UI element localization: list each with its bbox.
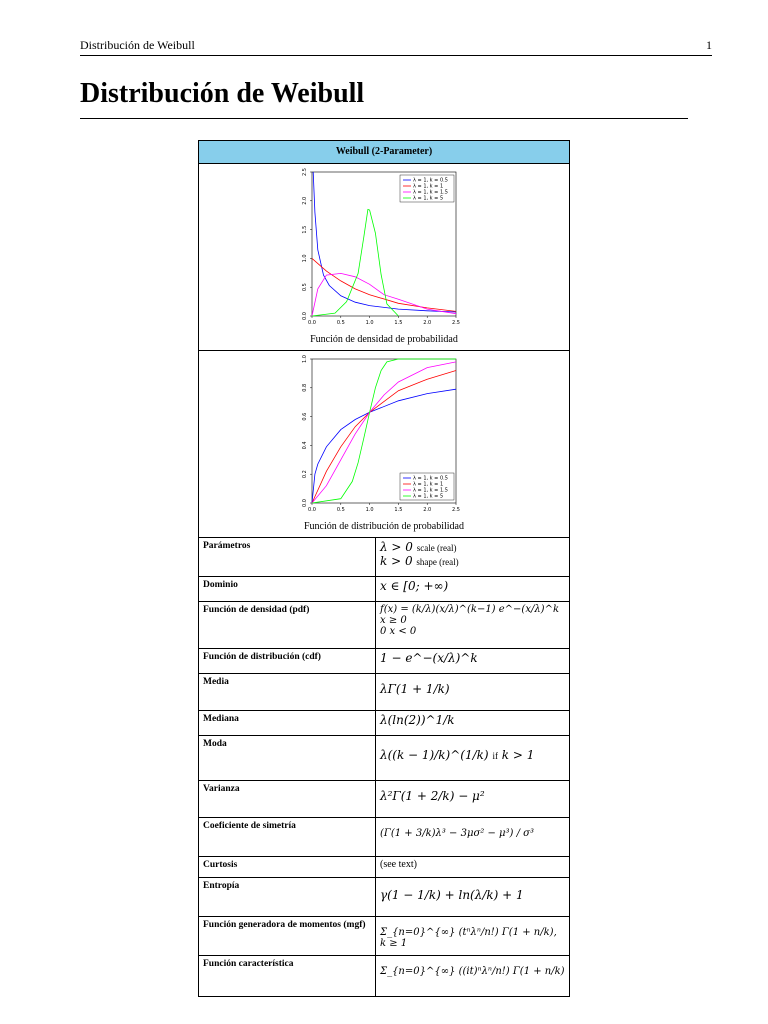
legend-label: λ = 1, k = 1 bbox=[413, 481, 444, 488]
y-tick-label: 1.0 bbox=[302, 355, 308, 363]
row-label: Mediana bbox=[199, 711, 376, 735]
row-label: Función característica bbox=[199, 956, 376, 996]
header-rule bbox=[80, 55, 712, 56]
y-tick-label: 2.5 bbox=[302, 168, 308, 176]
infobox bbox=[198, 140, 570, 997]
cdf-chart bbox=[294, 351, 474, 521]
row-label: Moda bbox=[199, 736, 376, 780]
x-tick-label: 0.5 bbox=[336, 320, 345, 326]
y-tick-label: 0.4 bbox=[302, 441, 308, 450]
row-cdf bbox=[199, 649, 569, 674]
x-tick-label: 0.0 bbox=[308, 507, 316, 513]
row-mediana bbox=[199, 711, 569, 736]
row-label: Coeficiente de simetría bbox=[199, 818, 376, 856]
cdf-plot-cell bbox=[199, 351, 569, 538]
row-entropia bbox=[199, 878, 569, 917]
y-tick-label: 0.0 bbox=[302, 499, 308, 507]
row-pdf bbox=[199, 602, 569, 649]
row-curtosis bbox=[199, 857, 569, 878]
row-label: Función de distribución (cdf) bbox=[199, 649, 376, 673]
row-value bbox=[376, 538, 569, 576]
row-mgf bbox=[199, 917, 569, 956]
pdf-case-1: f(x) = (k/λ)(x/λ)^(k−1) e^−(x/λ)^k x ≥ 0 bbox=[380, 604, 560, 626]
row-value: λ(ln(2))^1/k bbox=[380, 713, 455, 727]
row-value: 1 − e^−(x/λ)^k bbox=[380, 651, 478, 665]
legend-label: λ = 1, k = 1.5 bbox=[413, 487, 448, 494]
y-tick-label: 0.0 bbox=[302, 312, 308, 320]
param-shape: k > 0 bbox=[380, 554, 413, 568]
running-header bbox=[80, 38, 712, 54]
x-tick-label: 0.5 bbox=[336, 507, 345, 513]
row-caracteristica bbox=[199, 956, 569, 996]
row-label: Curtosis bbox=[199, 857, 376, 877]
param-scale: λ > 0 bbox=[380, 540, 413, 554]
y-tick-label: 0.5 bbox=[302, 283, 308, 292]
running-title: Distribución de Weibull bbox=[80, 38, 195, 52]
row-label: Función generadora de momentos (mgf) bbox=[199, 917, 376, 955]
row-value: Σ_{n=0}^{∞} (tⁿλⁿ/n!) Γ(1 + n/k), k ≥ 1 bbox=[380, 927, 557, 949]
param-shape-note: shape (real) bbox=[416, 557, 459, 567]
infobox-header: Weibull (2-Parameter) bbox=[199, 141, 569, 164]
row-value: (see text) bbox=[380, 859, 417, 870]
row-label: Parámetros bbox=[199, 538, 376, 576]
row-value: (Γ(1 + 3/k)λ³ − 3μσ² − μ³) / σ³ bbox=[380, 828, 535, 839]
page-title: Distribución de Weibull bbox=[80, 78, 365, 109]
x-tick-label: 2.5 bbox=[452, 507, 460, 513]
legend-label: λ = 1, k = 5 bbox=[413, 493, 444, 500]
y-tick-label: 2.0 bbox=[302, 196, 308, 205]
moda-if: if bbox=[492, 751, 498, 761]
row-moda bbox=[199, 736, 569, 781]
x-tick-label: 2.0 bbox=[423, 507, 432, 513]
param-scale-note: scale (real) bbox=[416, 543, 457, 553]
legend-label: λ = 1, k = 1.5 bbox=[413, 189, 448, 196]
pdf-chart bbox=[294, 164, 474, 334]
pdf-plot-cell bbox=[199, 164, 569, 351]
y-tick-label: 0.6 bbox=[302, 412, 308, 421]
row-value: x ∈ [0; +∞) bbox=[380, 579, 449, 593]
row-label: Dominio bbox=[199, 577, 376, 601]
moda-formula: λ((k − 1)/k)^(1/k) bbox=[380, 748, 489, 762]
cdf-caption: Función de distribución de probabilidad bbox=[304, 521, 464, 532]
row-dominio bbox=[199, 577, 569, 602]
row-label: Media bbox=[199, 674, 376, 710]
y-tick-label: 0.2 bbox=[302, 470, 308, 479]
row-value: γ(1 − 1/k) + ln(λ/k) + 1 bbox=[380, 888, 524, 902]
row-value bbox=[376, 602, 569, 648]
row-value bbox=[376, 736, 569, 780]
x-tick-label: 2.5 bbox=[452, 320, 460, 326]
row-label: Función de densidad (pdf) bbox=[199, 602, 376, 648]
pdf-case-2: 0 x < 0 bbox=[380, 626, 417, 637]
moda-condition: k > 1 bbox=[501, 748, 535, 762]
pdf-caption: Función de densidad de probabilidad bbox=[310, 334, 458, 345]
x-tick-label: 0.0 bbox=[308, 320, 316, 326]
x-tick-label: 1.5 bbox=[394, 320, 403, 326]
x-tick-label: 1.5 bbox=[394, 507, 403, 513]
y-tick-label: 0.8 bbox=[302, 383, 308, 392]
row-simetria bbox=[199, 818, 569, 857]
row-varianza bbox=[199, 781, 569, 818]
y-tick-label: 1.0 bbox=[302, 254, 308, 263]
row-value: λΓ(1 + 1/k) bbox=[380, 682, 450, 696]
series-line-4 bbox=[312, 209, 398, 316]
legend-label: λ = 1, k = 0.5 bbox=[413, 177, 448, 184]
row-value: λ²Γ(1 + 2/k) − μ² bbox=[380, 789, 485, 803]
page-number: 1 bbox=[706, 38, 712, 52]
x-tick-label: 2.0 bbox=[423, 320, 432, 326]
y-tick-label: 1.5 bbox=[302, 225, 308, 234]
series-line-3 bbox=[312, 273, 456, 316]
row-parametros bbox=[199, 538, 569, 577]
row-value: Σ_{n=0}^{∞} ((it)ⁿλⁿ/n!) Γ(1 + n/k) bbox=[380, 966, 565, 977]
row-media bbox=[199, 674, 569, 711]
title-rule bbox=[80, 118, 688, 119]
legend-label: λ = 1, k = 1 bbox=[413, 183, 444, 190]
series-line-2 bbox=[312, 258, 456, 311]
row-label: Varianza bbox=[199, 781, 376, 817]
x-tick-label: 1.0 bbox=[365, 320, 374, 326]
x-tick-label: 1.0 bbox=[365, 507, 374, 513]
row-label: Entropía bbox=[199, 878, 376, 916]
legend-label: λ = 1, k = 0.5 bbox=[413, 475, 448, 482]
legend-label: λ = 1, k = 5 bbox=[413, 195, 444, 202]
